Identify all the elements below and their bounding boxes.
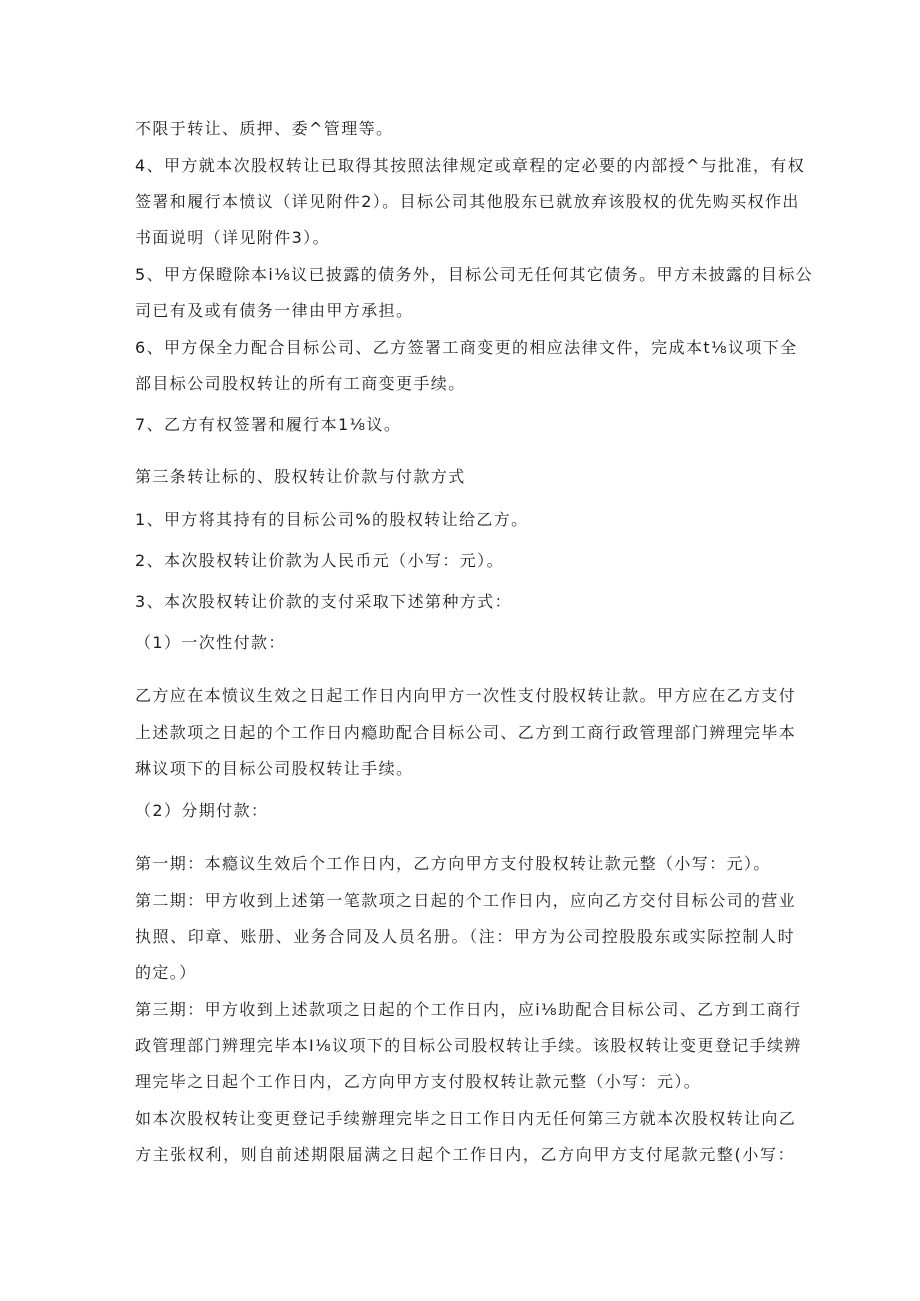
text-line-14: （1）一次性付款： [135, 633, 286, 652]
text-line-6: 司已有及或有债务一律由甲方承担。 [135, 301, 414, 320]
text-line-11: 1、甲方将其持有的目标公司%的股权转让给乙方。 [135, 510, 529, 529]
text-line-1: 不限于转让、质押、委^管理等。 [135, 119, 394, 138]
text-line-9: 7、乙方有权签署和履行本1⅛议。 [135, 415, 402, 434]
text-line-16: 上述款项之日起的个工作日内瘾助配合目标公司、乙方到工商行政管理部门辨理完毕本 [135, 723, 797, 742]
text-line-3: 签署和履行本愤议（详见附件2）。目标公司其他股东已就放弃该股权的优先购买权作出 [135, 192, 800, 211]
text-line-5: 5、甲方保瞪除本i⅛议已披露的债务外，目标公司无任何其它债务。甲方未披露的目标公 [135, 265, 814, 284]
text-line-12: 2、本次股权转让价款为人民币元（小写：元）。 [135, 551, 504, 570]
text-line-24: 政管理部门辨理完毕本I⅛议项下的目标公司股权转让手续。该股权转让变更登记手续辨 [135, 1036, 802, 1055]
text-line-15: 乙方应在本愤议生效之日起工作日内向甲方一次性支付股权转让款。甲方应在乙方支付 [135, 686, 797, 705]
text-line-25: 理完毕之日起个工作日内，乙方向甲方支付股权转让款元整（小写：元）。 [135, 1072, 702, 1091]
text-line-13: 3、本次股权转让价款的支付采取下述第种方式： [135, 592, 512, 611]
text-line-18: （2）分期付款： [135, 801, 269, 820]
text-line-2: 4、甲方就本次股权转让已取得其按照法律规定或章程的定必要的内部授^与批准，有权 [135, 156, 806, 175]
text-line-19: 第一期：本瘾议生效后个工作日内，乙方向甲方支付股权转让款元整（小写：元）。 [135, 854, 771, 873]
text-line-26: 如本次股权转让变更登记手续辦理完毕之日工作日内无任何第三方就本次股权转让向乙 [135, 1109, 797, 1128]
text-line-20: 第二期：甲方收到上述第一笔款项之日起的个工作日内，应向乙方交付目标公司的营业 [135, 891, 797, 910]
text-line-21: 执照、印章、账册、业务合同及人员名册。（注：甲方为公司控股股东或实际控制人时 [135, 927, 795, 946]
text-line-4: 书面说明（详见附件3）。 [135, 228, 330, 247]
text-line-7: 6、甲方保全力配合目标公司、乙方签署工商变更的相应法律文件，完成本t⅛议项下全 [135, 338, 798, 357]
text-line-27: 方主张权利，则自前述期限届满之日起个工作日内，乙方向甲方支付尾款元整(小写： [135, 1145, 795, 1164]
text-line-17: 琳议项下的目标公司股权转让手续。 [135, 759, 414, 778]
text-line-8: 部目标公司股权转让的所有工商变更手续。 [135, 374, 466, 393]
text-line-23: 第三期：甲方收到上述款项之日起的个工作日内，应i⅛助配合目标公司、乙方到工商行 [135, 1000, 802, 1019]
text-line-22: 的定。） [135, 963, 197, 982]
section-heading: 第三条转让标的、股权转让价款与付款方式 [135, 467, 466, 486]
